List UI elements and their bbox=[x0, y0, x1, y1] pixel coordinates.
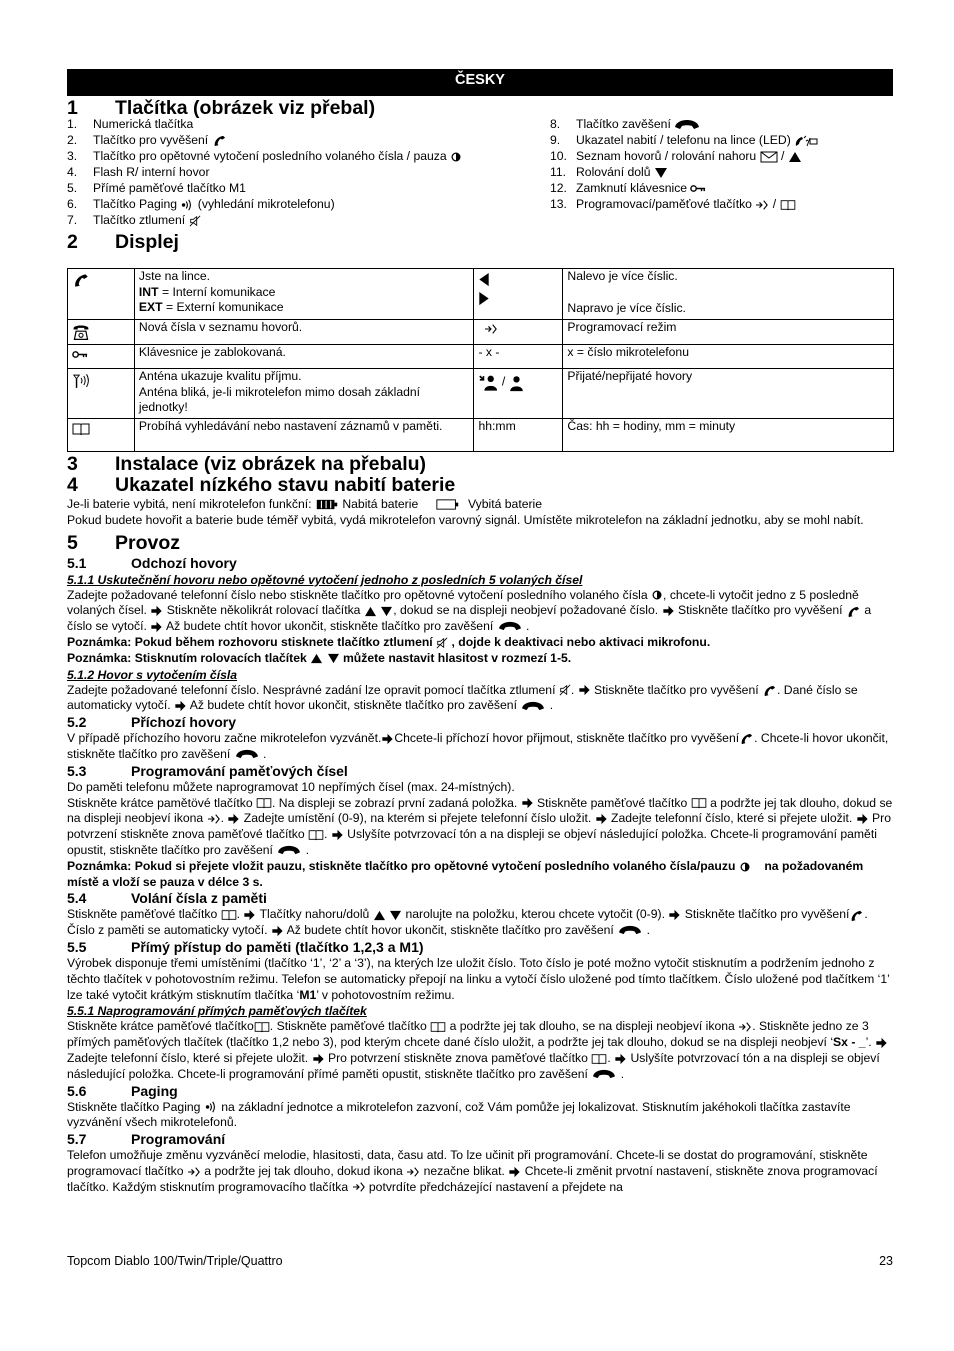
telephone-icon bbox=[72, 323, 90, 341]
left-arrow-icon bbox=[478, 272, 490, 287]
scroll-down-icon bbox=[380, 606, 393, 617]
phonebook-icon bbox=[430, 1021, 446, 1033]
table-row: Probíhá vyhledávání nebo nastavení záznamů v paměti. hh:mm Čas: hh = hodiny, mm = minuty bbox=[68, 419, 894, 452]
phonebook-icon bbox=[691, 797, 707, 809]
battery-text: Je-li baterie vybitá, není mikrotelefon funkční: Nabitá baterie Vybitá baterie bbox=[67, 497, 543, 511]
program-icon bbox=[755, 199, 769, 211]
mute-icon bbox=[436, 637, 448, 649]
note: Poznámka: Stisknutím rolovacích tlačítek můžete nastavit hlasitost v rozmezí 1-5. bbox=[67, 650, 572, 665]
on-hook-icon bbox=[617, 925, 643, 936]
list-item: 5. Přímé paměťové tlačítko M1 bbox=[67, 181, 246, 195]
paragraph: Stiskněte tlačítko Paging na základní jednotce a mikrotelefon zazvoní, což Vám pomůže jej lokalizovat. Stisknutím jakéhokoli tlačítka zastavíte vyzvánění všech mikrotelefonů. bbox=[67, 1099, 851, 1130]
arrow-icon bbox=[271, 925, 284, 937]
program-icon bbox=[484, 323, 498, 335]
list-item: 4. Flash R/ interní hovor bbox=[67, 165, 210, 179]
arrow-icon bbox=[578, 684, 591, 696]
on-hook-icon bbox=[276, 845, 302, 856]
table-row: Anténa ukazuje kvalitu příjmu. Anténa bliká, je-li mikrotelefon mimo dosah základní jednotky! / Přijaté/nepřijaté hovory bbox=[68, 369, 894, 419]
scroll-down-icon bbox=[389, 910, 402, 921]
footer bbox=[67, 1254, 893, 1270]
scroll-up-icon bbox=[310, 653, 323, 664]
phonebook-icon bbox=[254, 1021, 270, 1033]
off-hook-icon bbox=[739, 732, 754, 745]
arrow-icon bbox=[662, 605, 675, 617]
off-hook-icon bbox=[849, 909, 864, 922]
paragraph: V případě příchozího hovoru začne mikrotelefon vyzvánět. Chcete-li příchozí hovor přijmout, stiskněte tlačítko pro vyvěšení . Chcete-li hovor ukončit, stiskněte tlačítko pro zavěšení . bbox=[67, 731, 889, 761]
right-arrow-icon bbox=[478, 291, 490, 306]
note: Poznámka: Pokud si přejete vložit pauzu, stiskněte tlačítko pro opětovné vytočení posledního volaného čísla/pauzu na požadovaném místě a vloží se pauza v délce 3 s. bbox=[67, 858, 864, 889]
paragraph: Telefon umožňuje změnu vyzváněcí melodie, hlasitosti, data, času atd. To lze učinit při programování. Chcete-li se dostat do programování, stiskněte programovací tlačítko a podržte jej tak dlouho, dokud ikona nezačne blikat. Chcete-li změnit prvotní nastavení, stiskněte znova programovací tlačítko. Každým stisknutím programovacího tlačítka potvrdíte předcházející nastavení a přejdete na bbox=[67, 1148, 878, 1194]
list-item: 13. Programovací/paměťové tlačítko / bbox=[550, 196, 893, 212]
arrow-icon bbox=[668, 909, 681, 921]
phonebook-icon bbox=[72, 422, 90, 436]
note: Poznámka: Pokud během rozhovoru stisknete tlačítko ztlumení , dojde k deaktivaci nebo aktivaci mikrofonu. bbox=[67, 634, 711, 649]
paging-icon bbox=[204, 1101, 218, 1113]
scroll-down-icon bbox=[654, 167, 668, 179]
subsection-5-5-1: 5.5.1 Naprogramování přímých paměťových tlačítek bbox=[67, 1004, 367, 1019]
display-table bbox=[67, 268, 894, 452]
on-hook-icon bbox=[591, 1069, 617, 1080]
list-item: 2. Tlačítko pro vyvěšení bbox=[67, 132, 550, 148]
list-item: 1. Numerická tlačítka bbox=[67, 117, 194, 131]
arrow-icon bbox=[856, 813, 869, 825]
paragraph: Zadejte požadované telefonní číslo. Nesprávné zadání lze opravit pomocí tlačítka ztlumení . Stiskněte tlačítko pro vyvěšení . Dané číslo se automaticky vytočí. Až budete chtít hovor ukončit, stiskněte tlačítko pro zavěšení . bbox=[67, 682, 858, 713]
page-number: 23 bbox=[879, 1254, 893, 1268]
arrow-icon bbox=[875, 1037, 888, 1049]
envelope-icon bbox=[760, 151, 778, 163]
off-hook-icon bbox=[846, 605, 861, 618]
phonebook-icon bbox=[256, 797, 272, 809]
on-hook-icon bbox=[497, 621, 523, 632]
off-hook-icon bbox=[72, 272, 90, 288]
paragraph: Zadejte požadované telefonní číslo nebo stiskněte tlačítko pro opětovné vytočení posledního volaného čísla , chcete-li vytočit jedno z 5 posledně volaných čísel. Stiskněte několikrát rolovací tlačítka , dokud se na displeji neobjeví požadované číslo. Stiskněte tlačítko pro vyvěšení a číslo se vytočí. Až budete chtít hovor ukončit, stiskněte tlačítko pro zavěšení . bbox=[67, 587, 872, 634]
list-item: 6. Tlačítko Paging (vyhledání mikrotelefonu) bbox=[67, 197, 335, 211]
arrow-icon bbox=[508, 1166, 521, 1178]
mute-icon bbox=[559, 684, 571, 696]
arrow-icon bbox=[331, 829, 344, 841]
subsection-5-2: 5.2 Příchozí hovory bbox=[67, 714, 237, 731]
section-3-heading: 3 Instalace (viz obrázek na přebalu) bbox=[67, 453, 427, 475]
scroll-up-icon bbox=[373, 910, 386, 921]
list-item: 10. Seznam hovorů / rolování nahoru / bbox=[550, 148, 893, 164]
program-icon bbox=[187, 1166, 201, 1178]
off-hook-icon bbox=[762, 684, 777, 697]
on-hook-icon bbox=[234, 749, 260, 760]
program-icon bbox=[406, 1166, 420, 1178]
subsection-5-1-1: 5.1.1 Uskutečnění hovoru nebo opětovné vytočení jednoho z posledních 5 volaných čísel bbox=[67, 572, 583, 587]
battery-empty-icon bbox=[435, 498, 461, 511]
program-icon bbox=[352, 1181, 366, 1193]
key-icon bbox=[72, 350, 88, 359]
paragraph: Stiskněte krátce paměťové tlačítko . Stiskněte paměťové tlačítko a podržte jej tak dlouho, se na displeji neobjeví ikona . Stiskněte jedno ze 3 přímých paměťových tlačítek (tlačítko 1,2 nebo 3), pod kterým chcete dané číslo uložit, a podržte jej tak dlouho, dokud se na displeji neobjeví ‘Sx - _’. Zadejte telefonní číslo, které si přejete uložit. Pro potvrzení stiskněte znova paměťové tlačítko . Uslyšíte potvrzovací tón a na displeji se objeví následující položka. Chcete-li programování přímé paměti opustit, stiskněte tlačítko pro zavěšení . bbox=[67, 1019, 893, 1082]
scroll-down-icon bbox=[327, 653, 340, 664]
table-row: Nová čísla v seznamu hovorů. Programovací režim bbox=[68, 320, 894, 345]
on-hook-icon bbox=[520, 701, 546, 712]
arrow-icon bbox=[312, 1053, 325, 1065]
list-item: 3. Tlačítko pro opětovné vytočení posledního volaného čísla / pauza bbox=[67, 148, 550, 164]
incoming-call-icon bbox=[478, 373, 498, 392]
arrow-icon bbox=[381, 733, 394, 745]
arrow-icon bbox=[595, 813, 608, 825]
buttons-list bbox=[67, 116, 893, 228]
key-icon bbox=[690, 184, 706, 193]
program-icon bbox=[738, 1021, 752, 1033]
mute-icon bbox=[189, 215, 201, 227]
on-hook-icon bbox=[674, 119, 700, 131]
arrow-icon bbox=[174, 700, 187, 712]
table-row: Jste na lince. INT = Interní komunikace EXT = Externí komunikace Nalevo je více číslic. Napravo je více číslic. bbox=[68, 269, 894, 320]
subsection-5-5: 5.5 Přímý přístup do paměti (tlačítko 1,2,3 a M1) bbox=[67, 938, 424, 955]
list-item: 11. Rolování dolů bbox=[550, 164, 893, 180]
paging-icon bbox=[180, 199, 194, 211]
subsection-5-6: 5.6 Paging bbox=[67, 1082, 178, 1099]
person-icon bbox=[509, 374, 524, 392]
subsection-5-1: 5.1 Odchozí hovory bbox=[67, 554, 237, 571]
arrow-icon bbox=[243, 909, 256, 921]
section-5-heading: 5 Provoz bbox=[67, 531, 181, 554]
subsection-5-3: 5.3 Programování paměťových čísel bbox=[67, 762, 348, 779]
list-item: 7. Tlačítko ztlumení bbox=[67, 212, 550, 228]
list-item: 12. Zamknutí klávesnice bbox=[550, 180, 893, 196]
phonebook-icon bbox=[780, 199, 796, 211]
program-icon bbox=[207, 813, 221, 825]
phonebook-icon bbox=[308, 829, 324, 841]
footer-title: Topcom Diablo 100/Twin/Triple/Quattro bbox=[67, 1254, 283, 1268]
section-2-heading: 2 Displej bbox=[67, 231, 179, 253]
scroll-up-icon bbox=[788, 151, 802, 163]
redial-pause-icon bbox=[651, 589, 663, 601]
arrow-icon bbox=[150, 605, 163, 617]
arrow-icon bbox=[227, 813, 240, 825]
language-banner: ČESKY bbox=[67, 69, 893, 96]
paragraph: Do paměti telefonu můžete naprogramovat 10 nepřímých čísel (max. 24-místných). Stiskněte krátce pamětövé tlačítko . Na displeji se zobrazí první zadaná položka. Stiskněte paměťové tlačítko a podržte jej tak dlouho, dokud se na displeji neobjeví ikona . Zadejte umístění (0-9), na kterém si přejete telefonní číslo uložit. Zadejte telefonní číslo, které si přejete uložit. Pro potvrzení stiskněte znova paměťové tlačítko . Uslyšíte potvrzovací tón a na displeji se objeví následující položka. Chcete-li programování paměti opustit, stiskněte tlačítko pro zavěšení . bbox=[67, 779, 893, 857]
arrow-icon bbox=[521, 797, 534, 809]
list-item: 8. Tlačítko zavěšení bbox=[550, 116, 893, 132]
redial-pause-icon bbox=[739, 861, 751, 873]
antenna-icon bbox=[72, 373, 92, 390]
table-row: Klávesnice je zablokovaná. - x - x = číslo mikrotelefonu bbox=[68, 345, 894, 369]
arrow-icon bbox=[614, 1053, 627, 1065]
scroll-up-icon bbox=[364, 606, 377, 617]
phonebook-icon bbox=[591, 1053, 607, 1065]
arrow-icon bbox=[150, 621, 163, 633]
paragraph: Stiskněte paměťové tlačítko . Tlačítky nahoru/dolů narolujte na položku, kterou chcete vytočit (0-9). Stiskněte tlačítko pro vyvěšení . Číslo z paměti se automaticky vytočí. Až budete chtít hovor ukončit, stiskněte tlačítko pro zavěšení . bbox=[67, 907, 868, 938]
list-item: 9. Ukazatel nabití / telefonu na lince (LED) bbox=[550, 132, 893, 148]
phonebook-icon bbox=[221, 909, 237, 921]
subsection-5-1-2: 5.1.2 Hovor s vytočením čísla bbox=[67, 667, 238, 682]
section-1-heading: 1 Tlačítka (obrázek viz přebal) bbox=[67, 97, 376, 119]
section-4-heading: 4 Ukazatel nízkého stavu nabití baterie bbox=[67, 474, 456, 496]
led-icon bbox=[794, 135, 818, 147]
subsection-5-7: 5.7 Programování bbox=[67, 1131, 226, 1148]
redial-pause-icon bbox=[450, 151, 462, 163]
page bbox=[67, 69, 893, 1196]
battery-full-icon bbox=[315, 498, 339, 511]
paragraph: Výrobek disponuje třemi umístěními (tlačítko ‘1’, ‘2’ a ‘3’), na kterých lze uložit číslo. Toto číslo je poté možno vytočit stisknutím a podržením jednoho z těchto tlačítek v pohotovostním režimu. Telefon se automaticky přepojí na linku a vytočí číslo uložené pod tímto tlačítkem. Číslo uložené pod tlačítkem ‘1’ lze také vytočit krátkým stisknutím tlačítka ‘M1’ v pohotovostním režimu. bbox=[67, 955, 890, 1002]
off-hook-icon bbox=[212, 134, 227, 147]
battery-warning: Pokud budete hovořit a baterie bude téměř vybitá, vydá mikrotelefon varovný signál. Umístěte mikrotelefon na základní jednotku, aby se mohl nabít. bbox=[67, 512, 864, 527]
subsection-5-4: 5.4 Volání čísla z paměti bbox=[67, 890, 267, 907]
